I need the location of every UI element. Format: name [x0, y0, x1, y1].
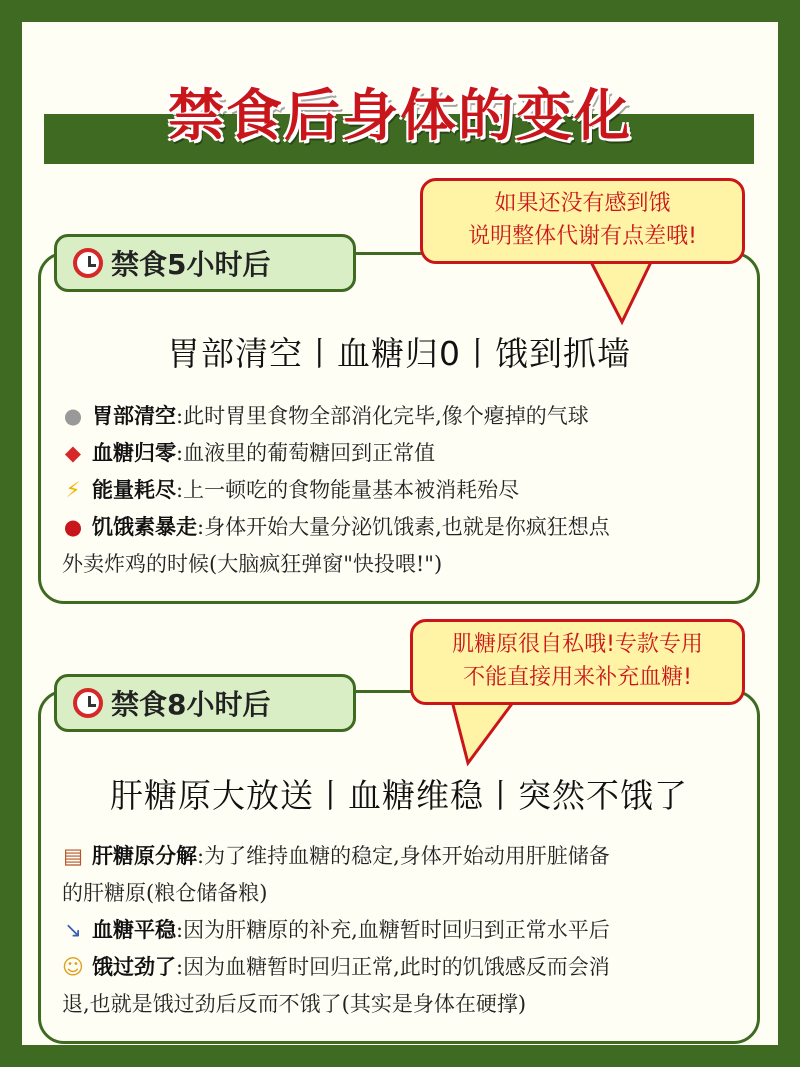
item-text: :因为肝糖原的补充,血糖暂时回归到正常水平后 — [176, 918, 610, 942]
item-label: 饥饿素暴走 — [92, 515, 197, 539]
list-item-continuation: 外卖炸鸡的时候(大脑疯狂弹窗"快投喂!") — [62, 552, 443, 576]
detail-list-5h — [62, 398, 752, 583]
alarm-clock-icon — [73, 248, 103, 278]
item-label: 胃部清空 — [92, 404, 176, 428]
speech-bubble-8h — [410, 619, 745, 705]
item-text: :因为血糖暂时回归正常,此时的饥饿感反而会消 — [176, 955, 610, 979]
item-text: :此时胃里食物全部消化完毕,像个瘪掉的气球 — [176, 404, 589, 428]
section-heading-8h: 肝糖原大放送丨血糖维稳丨突然不饿了 — [110, 776, 688, 815]
item-text: :上一顿吃的食物能量基本被消耗殆尽 — [176, 478, 520, 502]
section-heading-5h: 胃部清空丨血糖归0丨饿到抓墙 — [167, 334, 631, 373]
list-item — [62, 949, 752, 986]
alarm-clock-icon — [73, 688, 103, 718]
item-label: 血糖平稳 — [92, 918, 176, 942]
chart-decreasing-icon: ↘ — [64, 918, 82, 942]
list-item — [62, 472, 752, 509]
factory-icon: ▤ — [63, 844, 83, 868]
list-item — [62, 838, 752, 875]
poster-page — [22, 22, 778, 1045]
blood-drop-icon: ◆ — [64, 441, 82, 465]
bubble-line: 说明整体代谢有点差哦! — [468, 224, 697, 249]
list-item — [62, 912, 752, 949]
speech-bubble-5h — [420, 178, 745, 264]
section-tag-label: 禁食5小时后 — [111, 248, 271, 281]
list-item — [62, 398, 752, 435]
item-label: 肝糖原分解 — [92, 844, 197, 868]
page-title: 禁食后身体的变化 — [168, 84, 632, 149]
list-item-continuation: 退,也就是饿过劲后反而不饿了(其实是身体在硬撑) — [62, 992, 527, 1016]
speech-bubble-tail — [582, 258, 662, 328]
item-text: :为了维持血糖的稳定,身体开始动用肝脏储备 — [197, 844, 610, 868]
item-label: 饿过劲了 — [92, 955, 176, 979]
section-tag-label: 禁食8小时后 — [111, 688, 271, 721]
speech-bubble-tail — [444, 699, 524, 769]
bubble-line: 如果还没有感到饿 — [494, 191, 671, 216]
relieved-face-icon: ☺ — [62, 955, 84, 979]
item-label: 能量耗尽 — [92, 478, 176, 502]
section-tag-5h — [54, 234, 356, 292]
list-item — [62, 509, 752, 546]
list-item-continuation: 的肝糖原(粮仓储备粮) — [62, 881, 268, 905]
detail-list-8h — [62, 838, 752, 1023]
bubble-line: 不能直接用来补充血糖! — [463, 665, 692, 690]
item-text: :血液里的葡萄糖回到正常值 — [176, 441, 436, 465]
ogre-icon: ● — [63, 515, 83, 539]
bubble-line: 肌糖原很自私哦!专款专用 — [452, 632, 703, 657]
list-item — [62, 435, 752, 472]
rice-bowl-icon: ● — [63, 404, 83, 428]
section-tag-8h — [54, 674, 356, 732]
item-text: :身体开始大量分泌饥饿素,也就是你疯狂想点 — [197, 515, 610, 539]
lightning-icon: ⚡ — [65, 478, 81, 502]
item-label: 血糖归零 — [92, 441, 176, 465]
